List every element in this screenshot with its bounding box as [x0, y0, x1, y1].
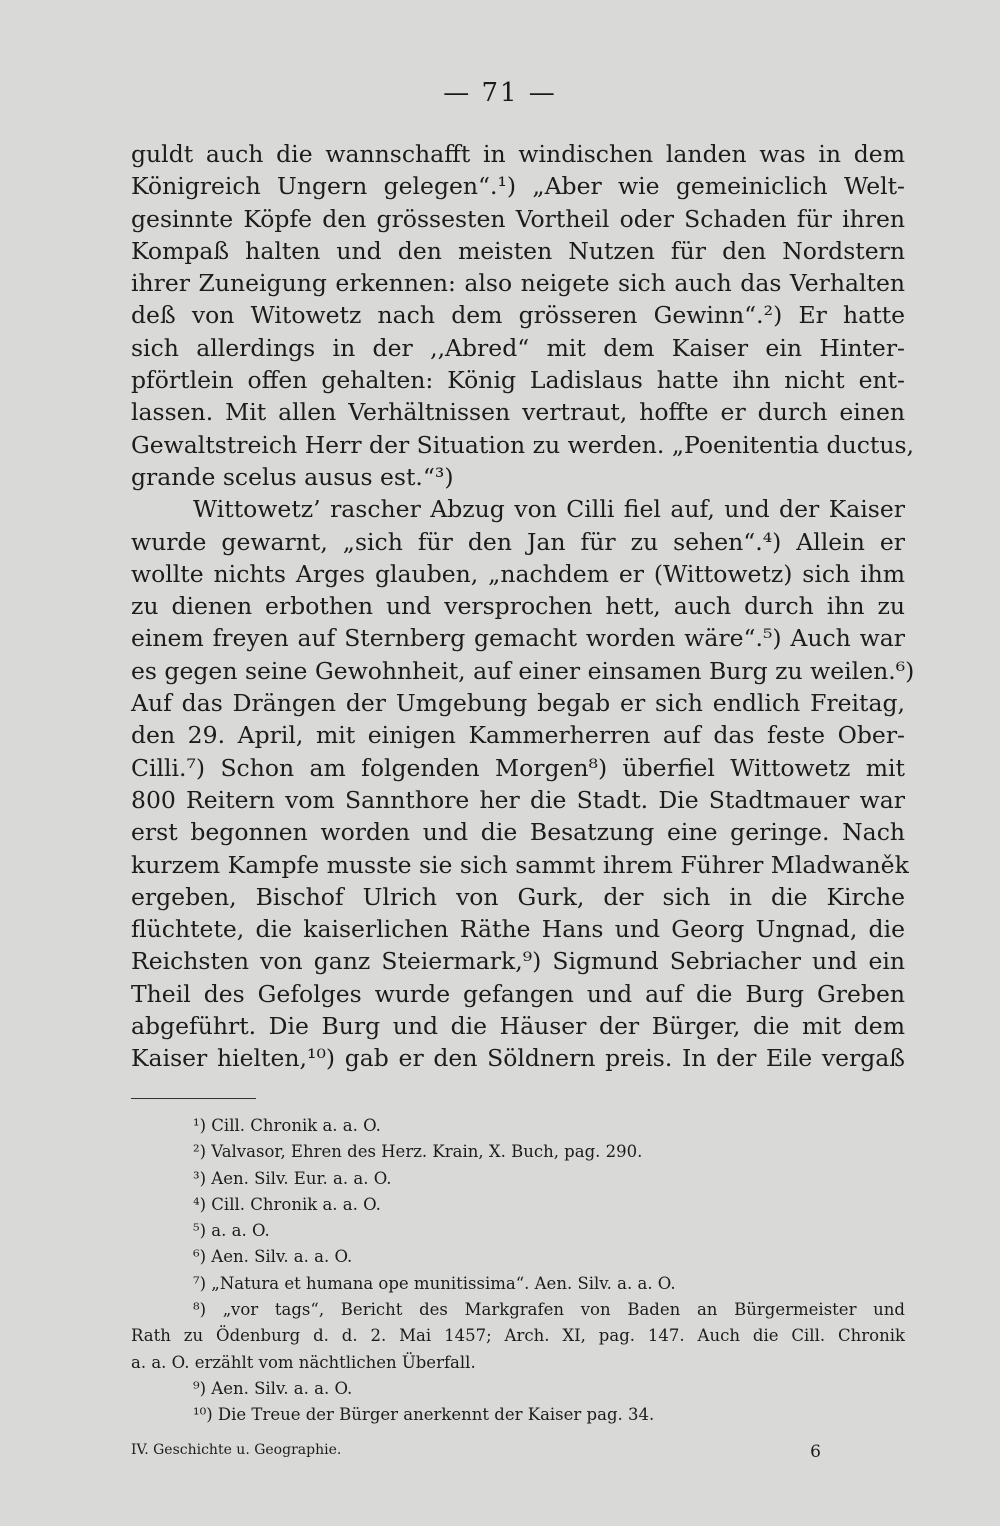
text-line: grande scelus ausus est.“³) [131, 462, 454, 491]
text-line: kurzem Kampfe musste sie sich sammt ihrem Führer Mladwaněk [131, 850, 909, 879]
footnote: ⁹) Aen. Silv. a. a. O. [193, 1378, 353, 1398]
text-line: deß von Witowetz nach dem grösseren Gewinn“.²) Er hatte [131, 301, 905, 330]
text-line: gesinnte Köpfe den grössesten Vortheil oder Schaden für ihren [131, 204, 905, 233]
signature-mark: IV. Geschichte u. Geographie. [131, 1442, 342, 1458]
text-line: sich allerdings in der ,,Abred“ mit dem Kaiser ein Hinter- [131, 333, 905, 362]
sheet-number: 6 [810, 1442, 821, 1462]
text-line: Cilli.⁷) Schon am folgenden Morgen⁸) überfiel Wittowetz mit [131, 753, 905, 782]
text-line: Auf das Drängen der Umgebung begab er sich endlich Freitag, [131, 689, 905, 718]
text-line: guldt auch die wannschafft in windischen landen was in dem [131, 140, 905, 168]
footnote: ¹) Cill. Chronik a. a. O. [193, 1116, 381, 1135]
text-line: Gewaltstreich Herr der Situation zu werden. „Poenitentia ductus, [131, 430, 914, 459]
text-line: lassen. Mit allen Verhältnissen vertraut, hoffte er durch einen [131, 398, 905, 427]
page-number: — 71 — [443, 78, 557, 108]
text-line: Reichsten von ganz Steiermark,⁹) Sigmund Sebriacher und ein [131, 947, 905, 976]
text-line: wollte nichts Arges glauben, „nachdem er (Wittowetz) sich ihm [131, 559, 905, 588]
footnote: ⁷) „Natura et humana ope munitissima“. Aen. Silv. a. a. O. [193, 1273, 676, 1293]
footnote-divider [131, 1098, 256, 1099]
text-line: flüchtete, die kaiserlichen Räthe Hans und Georg Ungnad, die [131, 915, 905, 944]
footnote: ³) Aen. Silv. Eur. a. a. O. [193, 1168, 392, 1188]
text-line: einem freyen auf Sternberg gemacht worden wäre“.⁵) Auch war [131, 624, 905, 653]
footnotes [131, 1113, 905, 1429]
text-line: pförtlein offen gehalten: König Ladislaus hatte ihn nicht ent- [131, 366, 905, 395]
footnote-continuation: a. a. O. erzählt vom nächtlichen Überfall. [131, 1352, 476, 1372]
footnote-continuation: Rath zu Ödenburg d. d. 2. Mai 1457; Arch. XI, pag. 147. Auch die Cill. Chronik [131, 1326, 905, 1346]
text-line: erst begonnen worden und die Besatzung eine geringe. Nach [131, 818, 905, 847]
text-line: ihrer Zuneigung erkennen: also neigete sich auch das Verhalten [131, 269, 905, 298]
text-line: abgeführt. Die Burg und die Häuser der Bürger, die mit dem [131, 1012, 905, 1041]
text-line: 800 Reitern vom Sannthore her die Stadt. Die Stadtmauer war [131, 785, 905, 814]
footnote: ⁶) Aen. Silv. a. a. O. [193, 1247, 353, 1267]
text-line: den 29. April, mit einigen Kammerherren auf das feste Ober- [131, 721, 905, 750]
footnote: ⁴) Cill. Chronik a. a. O. [193, 1194, 381, 1214]
text-line: zu dienen erbothen und versprochen hett, auch durch ihn zu [131, 592, 905, 621]
text-line: Kompaß halten und den meisten Nutzen für den Nordstern [131, 236, 905, 265]
footnote: ⁸) „vor tags“, Bericht des Markgrafen von Baden an Bürgermeister und [193, 1300, 905, 1320]
text-line: Kaiser hielten,¹⁰) gab er den Söldnern preis. In der Eile vergaß [131, 1044, 905, 1073]
text-line: Theil des Gefolges wurde gefangen und auf die Burg Greben [131, 979, 905, 1008]
footnote: ¹⁰) Die Treue der Bürger anerkennt der Kaiser pag. 34. [193, 1405, 655, 1425]
text-line: es gegen seine Gewohnheit, auf einer einsamen Burg zu weilen.⁶) [131, 656, 915, 685]
body-text [131, 138, 915, 1075]
text-line: ergeben, Bischof Ulrich von Gurk, der sich in die Kirche [131, 882, 905, 911]
text-line: Königreich Ungern gelegen“.¹) „Aber wie gemeiniclich Welt- [131, 172, 905, 201]
text-line: wurde gewarnt, „sich für den Jan für zu sehen“.⁴) Allein er [131, 527, 905, 556]
footnote: ²) Valvasor, Ehren des Herz. Krain, X. Buch, pag. 290. [193, 1142, 643, 1162]
text-line: Wittowetz’ rascher Abzug von Cilli fiel auf, und der Kaiser [193, 495, 905, 524]
footnote: ⁵) a. a. O. [193, 1221, 270, 1241]
